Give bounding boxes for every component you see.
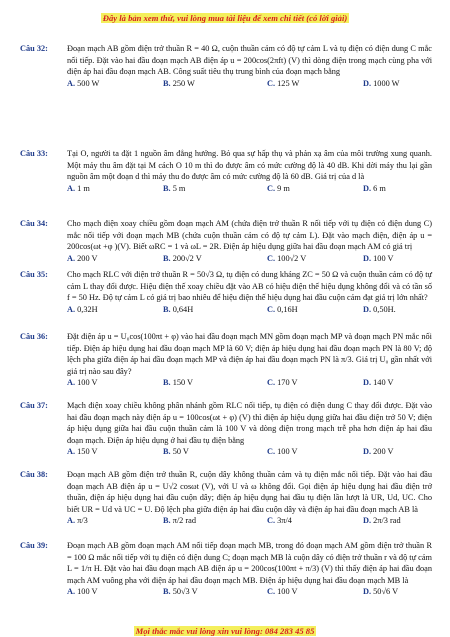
answer-options [67, 377, 432, 389]
option-letter: A. [67, 304, 78, 314]
option-value: 140 V [373, 378, 394, 388]
answer-options [67, 78, 432, 90]
question-38 [20, 469, 432, 527]
option-value: 0,50H. [373, 304, 396, 314]
question-text: Đặt điện áp u = U₀cos(100πt + φ) vào hai đầu đoạn mạch MN gồm đoạn mạch MP và đoạn mạch PN mắc nối tiếp. Điện áp hiệu dụng hai đầu đoạn mạch MP là 60 V; điện áp hiệu dụng hai đầu đoạn mạch PN là 80 V; độ lệch pha giữa điện áp hai đầu đoạn mạch MP và điện áp hai đầu đoạn mạch PN là π/3. Giá trị U₀ gần nhất với giá trị nào sau đây? [67, 332, 432, 376]
option-letter: A. [67, 253, 78, 263]
option-letter: C. [267, 78, 278, 88]
option-c[interactable] [267, 253, 306, 265]
option-value: 1 m [77, 183, 90, 193]
option-a[interactable] [67, 515, 88, 527]
option-value: 150 V [77, 447, 98, 457]
option-value: 125 W [277, 78, 300, 88]
option-c[interactable] [267, 586, 298, 598]
option-a[interactable] [67, 377, 98, 389]
question-text: Cho mạch điện xoay chiều gồm đoạn mạch AM (chứa điện trở thuần R nối tiếp với tụ điện có điện dung C) mắc nối tiếp với đoạn mạch MB (chứa cuộn thuần cảm có độ tự cảm L). Đặt vào mạch điện, điện áp u = 200cos(ωt +φ )(V). Biết ωRC = 1 và ωL = 2R. Điện áp hiệu dụng giữa hai đầu đoạn mạch AM có giá trị [67, 219, 432, 252]
option-value: 5 m [172, 183, 186, 193]
option-letter: C. [267, 304, 278, 314]
question-number: Câu 38: [20, 470, 48, 479]
question-37 [20, 400, 432, 458]
option-letter: D. [363, 304, 374, 314]
option-value: 50√6 V [373, 587, 399, 597]
option-value: 200 V [373, 447, 394, 457]
option-value: π/2 rad [172, 516, 196, 526]
option-b[interactable] [163, 78, 195, 90]
option-letter: B. [163, 304, 173, 314]
option-letter: B. [163, 447, 173, 457]
option-value: 3π/4 [277, 516, 292, 526]
option-d[interactable] [363, 446, 394, 458]
option-a[interactable] [67, 586, 98, 598]
option-letter: A. [67, 516, 78, 526]
option-letter: C. [267, 183, 278, 193]
option-value: π/3 [77, 516, 88, 526]
option-value: 150 V [172, 378, 194, 388]
option-letter: C. [267, 253, 278, 263]
option-value: 100√2 V [277, 253, 307, 263]
option-letter: D. [363, 78, 374, 88]
question-34 [20, 218, 432, 264]
preview-banner [0, 13, 450, 23]
option-letter: C. [267, 378, 278, 388]
option-a[interactable] [67, 304, 98, 316]
option-c[interactable] [267, 377, 298, 389]
option-c[interactable] [267, 515, 292, 527]
preview-banner-text: Đây là bản xem thử, vui lòng mua tài liệu để xem chi tiết (có lời giải) [102, 13, 348, 23]
option-c[interactable] [267, 183, 290, 195]
answer-options [67, 446, 432, 458]
contact-banner [0, 626, 450, 636]
option-value: 170 V [277, 378, 298, 388]
option-letter: B. [163, 378, 173, 388]
option-value: 0,32H [77, 304, 98, 314]
option-b[interactable] [163, 446, 189, 458]
option-value: 6 m [373, 183, 386, 193]
option-letter: D. [363, 183, 374, 193]
question-number: Câu 35: [20, 270, 48, 279]
option-letter: A. [67, 78, 78, 88]
option-d[interactable] [363, 515, 401, 527]
question-36 [20, 331, 432, 389]
option-value: 100 V [373, 253, 394, 263]
option-value: 0,16H [277, 304, 298, 314]
option-value: 50 V [172, 447, 189, 457]
question-35 [20, 269, 432, 315]
option-value: 9 m [277, 183, 290, 193]
option-a[interactable] [67, 446, 98, 458]
question-39 [20, 540, 432, 598]
option-c[interactable] [267, 446, 298, 458]
option-letter: A. [67, 447, 78, 457]
option-value: 100 V [77, 587, 98, 597]
answer-options [67, 183, 432, 195]
option-letter: A. [67, 587, 78, 597]
option-letter: C. [267, 447, 278, 457]
question-number: Câu 32: [20, 44, 48, 53]
question-number: Câu 34: [20, 219, 48, 228]
contact-banner-text: Mọi thắc mắc vui lòng xin vui lòng: 084 283 45 85 [135, 626, 315, 636]
question-number: Câu 36: [20, 332, 48, 341]
question-text: Đoạn mạch AB gồm đoạn mạch AM nối tiếp đoạn mạch MB, trong đó đoạn mạch AM gồm điện trở thuần R = 100 Ω mắc nối tiếp với tụ điện có điện dung C; đoạn mạch MB là cuộn dây có điện trở thuần r và độ tự cảm L = 1/π H. Đặt vào hai đầu đoạn mạch AB điện áp u = 200cos(100πt + π/3) (V) thì thấy điện áp hai đầu đoạn mạch AM vuông pha với điện áp hai đầu đoạn mạch MB. Điện áp hiệu dụng hai đầu đoạn mạch MB là [67, 541, 432, 585]
question-text: Mạch điện xoay chiều không phân nhánh gồm RLC nối tiếp, tụ điện có điện dung C thay đổi được. Đặt vào hai đầu đoạn mạch này điện áp u = 100cos(ωt + φ) (V) thì điện áp hiệu dụng giữa hai đầu điện trở 50 V; điện áp hiệu dụng giữa hai đầu cuộn thuần cảm là 100 V và dòng điện trong mạch trễ pha hơn điện áp hai đầu đoạn mạch. Điện áp hiệu dụng ở hai đầu tụ điện bằng [67, 401, 432, 445]
option-b[interactable] [163, 586, 198, 598]
option-letter: A. [67, 378, 78, 388]
option-value: 1000 W [373, 78, 400, 88]
question-number: Câu 33: [20, 149, 48, 158]
option-c[interactable] [267, 78, 299, 90]
question-32 [20, 43, 432, 89]
option-c[interactable] [267, 304, 298, 316]
option-d[interactable] [363, 377, 394, 389]
option-d[interactable] [363, 253, 394, 265]
question-text: Cho mạch RLC với điện trở thuần R = 50√3 Ω, tụ điện có dung kháng ZC = 50 Ω và cuộn thuần cảm có độ tự cảm L thay đổi được. Hiệu điện thế xoay chiều đặt vào AB có hiệu điện thế hiệu dụng không đổi và có tần số f = 50 Hz. Độ tự cảm L có giá trị bao nhiêu để hiệu điện thế hiệu dụng hai đầu cuộn cảm đạt giá trị lớn nhất? [67, 270, 432, 303]
answer-options [67, 515, 432, 527]
question-text: Đoạn mạch AB gồm điện trở thuần R = 40 Ω, cuộn thuần cảm có độ tự cảm L và tụ điện có điện dung C mắc nối tiếp. Đặt vào hai đầu đoạn mạch AB điện áp u = 200cos(2πft) (V) thì dòng điện trong mạch cùng pha với điện áp hai đầu đoạn mạch AB. Công suất tiêu thụ trung bình của đoạn mạch bằng [67, 44, 432, 77]
option-a[interactable] [67, 183, 90, 195]
question-number: Câu 37: [20, 401, 48, 410]
option-value: 100 V [277, 447, 298, 457]
option-value: 500 W [77, 78, 100, 88]
option-letter: B. [163, 78, 173, 88]
option-value: 0,64H [172, 304, 194, 314]
option-letter: D. [363, 587, 374, 597]
option-letter: B. [163, 183, 173, 193]
option-letter: D. [363, 378, 374, 388]
option-value: 100 V [277, 587, 298, 597]
option-b[interactable] [163, 183, 185, 195]
option-value: 200√2 V [172, 253, 202, 263]
answer-options [67, 304, 432, 316]
answer-options [67, 253, 432, 265]
option-letter: D. [363, 447, 374, 457]
option-letter: D. [363, 253, 374, 263]
option-d[interactable] [363, 78, 400, 90]
question-number: Câu 39: [20, 541, 48, 550]
option-letter: B. [163, 516, 173, 526]
option-b[interactable] [163, 515, 196, 527]
option-letter: D. [363, 516, 374, 526]
option-letter: C. [267, 587, 278, 597]
option-b[interactable] [163, 253, 202, 265]
option-a[interactable] [67, 253, 98, 265]
option-d[interactable] [363, 304, 396, 316]
option-a[interactable] [67, 78, 99, 90]
option-letter: B. [163, 587, 173, 597]
question-33 [20, 148, 432, 194]
option-b[interactable] [163, 304, 193, 316]
question-text: Đoạn mạch AB gồm điện trở thuần R, cuộn dây không thuần cảm và tụ điện mắc nối tiếp. Đặt vào hai đầu đoạn mạch AB điện áp u = U√2 cosωt (V), với U và ω không đổi. Gọi điện áp hiệu dụng hai đầu điện trở thuần, điện áp hiệu dụng hai đầu cuộn dây; điện áp hiệu dụng hai đầu tụ điện lần lượt là UR, Ud, UC. Cho biết UR = Ud và UC = U. Độ lệch pha giữa điện áp hai đầu cuộn dây và điện áp hai đầu đoạn mạch AB là [67, 470, 432, 514]
option-d[interactable] [363, 183, 386, 195]
answer-options [67, 586, 432, 598]
option-value: 50√3 V [172, 587, 198, 597]
option-d[interactable] [363, 586, 398, 598]
question-text: Tại O, người ta đặt 1 nguồn âm đẳng hướng. Bỏ qua sự hấp thụ và phản xạ âm của môi trường xung quanh. Một máy thu âm đặt tại M cách O 10 m thì đo được âm có mức cường độ là 40 dB. Khi dời máy thu lại gần nguồn âm một đoạn d thì máy thu đo được âm có mức cường độ là 60 dB. Giá trị của d là [67, 149, 432, 182]
option-value: 250 W [172, 78, 195, 88]
option-b[interactable] [163, 377, 193, 389]
option-letter: A. [67, 183, 78, 193]
option-value: 200 V [77, 253, 98, 263]
option-value: 2π/3 rad [373, 516, 401, 526]
option-letter: C. [267, 516, 278, 526]
option-letter: B. [163, 253, 173, 263]
option-value: 100 V [77, 378, 98, 388]
